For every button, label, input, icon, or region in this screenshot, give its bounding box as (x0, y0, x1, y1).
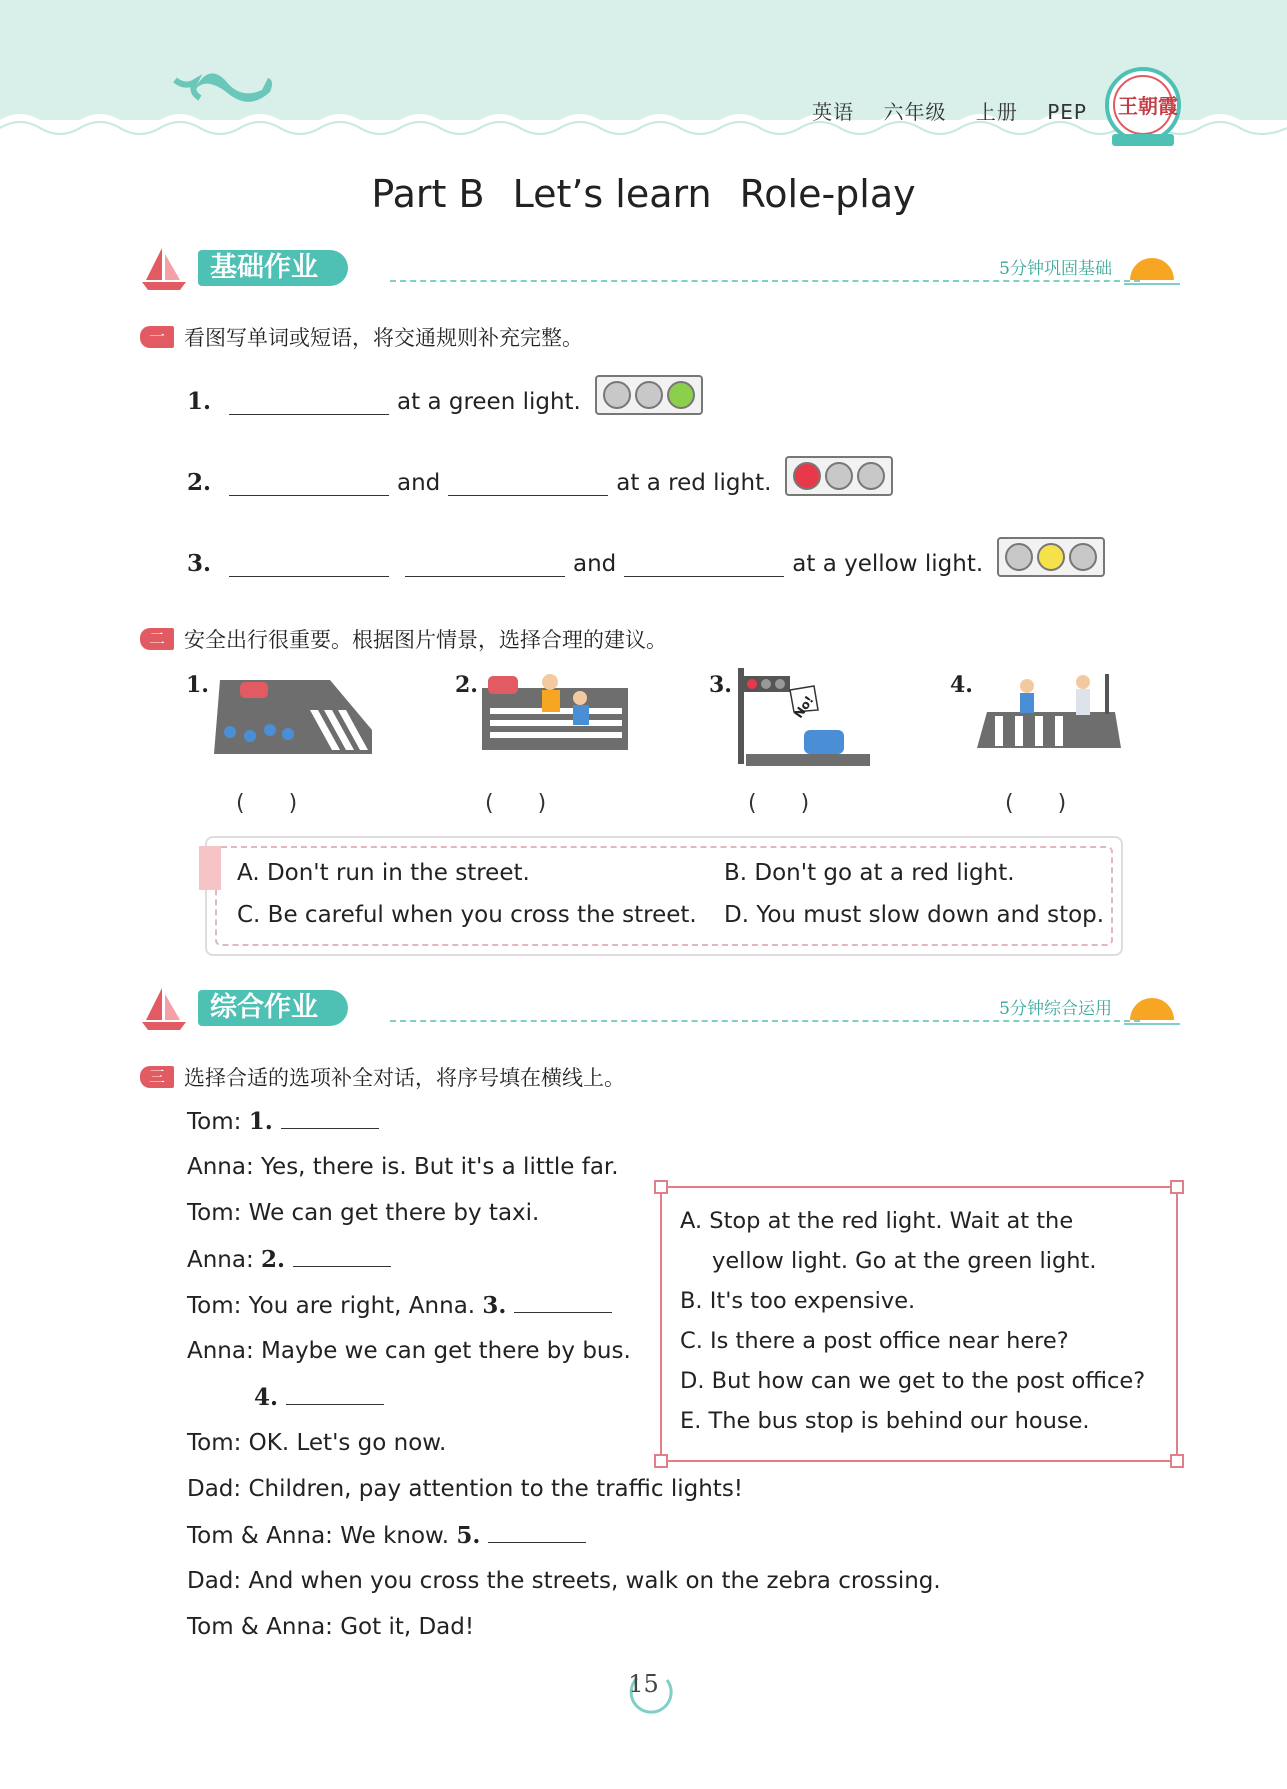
dialog-line: 4. (254, 1384, 392, 1411)
page-number: 15 (628, 1670, 659, 1698)
traffic-light-yellow-icon (997, 537, 1105, 577)
answer-paren-4[interactable]: ( ) (1005, 791, 1067, 816)
q1-item-2: 2. and at a red light. (187, 456, 893, 496)
traffic-light-green-icon (595, 375, 703, 415)
question-2-instruction: 安全出行很重要。根据图片情景，选择合理的建议。 (184, 628, 667, 652)
sailboat-icon (140, 984, 188, 1032)
q3-option-a: A. Stop at the red light. Wait at the (680, 1208, 1074, 1234)
traffic-light-red-icon (785, 456, 893, 496)
brand-name: 王朝霞 (1118, 94, 1178, 118)
q3-option-e: E. The bus stop is behind our house. (680, 1408, 1090, 1434)
answer-paren-2[interactable]: ( ) (485, 791, 547, 816)
q3-option-a-cont: yellow light. Go at the green light. (712, 1248, 1097, 1274)
question-1-instruction: 看图写单词或短语，将交通规则补充完整。 (184, 326, 583, 350)
answer-blank[interactable] (514, 1292, 612, 1313)
section-banner-basic (140, 244, 1180, 294)
answer-blank[interactable] (488, 1522, 586, 1543)
question-1-header: 一 看图写单词或短语，将交通规则补充完整。 (140, 322, 583, 352)
section-label-comprehensive: 综合作业 (198, 990, 348, 1026)
answer-blank[interactable] (286, 1384, 384, 1405)
sunrise-icon (1124, 994, 1180, 1034)
dialog-line: Dad: Children, pay attention to the traffic lights! (187, 1476, 744, 1502)
scene-zebra-crossing-police-image (975, 672, 1125, 752)
question-2-header: 二 安全出行很重要。根据图片情景，选择合理的建议。 (140, 624, 667, 654)
q1-item-1: 1. at a green light. (187, 375, 703, 415)
dialog-line: Tom & Anna: We know. 5. (187, 1522, 594, 1549)
dialog-line: Tom: We can get there by taxi. (187, 1200, 540, 1226)
q3-options-box (660, 1186, 1178, 1462)
section-tag-comprehensive: 5分钟综合运用 (999, 999, 1112, 1019)
q3-option-d: D. But how can we get to the post office? (680, 1368, 1146, 1394)
header-edition: PEP (1047, 100, 1087, 124)
q2-option-b: B. Don't go at a red light. (724, 860, 1015, 886)
page-title: Part B Let’s learn Role-play (371, 172, 916, 216)
answer-blank[interactable] (624, 550, 784, 577)
dialog-line: Anna: Maybe we can get there by bus. (187, 1338, 631, 1364)
dialog-line: Dad: And when you cross the streets, walk on the zebra crossing. (187, 1568, 941, 1594)
answer-blank[interactable] (281, 1108, 379, 1129)
dialog-line: Anna: 2. (187, 1246, 399, 1273)
scene-running-children-image (480, 668, 630, 752)
q2-option-a: A. Don't run in the street. (237, 860, 530, 886)
header-band (0, 0, 1287, 150)
section-tag-basic: 5分钟巩固基础 (999, 259, 1112, 279)
dialog-line: Tom: You are right, Anna. 3. (187, 1292, 620, 1319)
no-sign-text: No! (791, 693, 817, 721)
answer-paren-1[interactable]: ( ) (236, 791, 298, 816)
q2-options-box (205, 836, 1123, 956)
dialog-line: Tom & Anna: Got it, Dad! (187, 1614, 475, 1640)
q2-option-c: C. Be careful when you cross the street. (237, 902, 697, 928)
answer-blank[interactable] (229, 388, 389, 415)
answer-blank[interactable] (448, 469, 608, 496)
answer-blank[interactable] (293, 1246, 391, 1267)
answer-paren-3[interactable]: ( ) (748, 791, 810, 816)
q2-option-d: D. You must slow down and stop. (724, 902, 1105, 928)
dialog-line: Tom: OK. Let's go now. (187, 1430, 447, 1456)
header-grade: 六年级 (883, 100, 947, 124)
q1-item-3: 3. and at a yellow light. (187, 537, 1105, 577)
q3-option-b: B. It's too expensive. (680, 1288, 916, 1314)
scene-cars-crosswalk-image (210, 670, 375, 756)
dialog-line: Anna: Yes, there is. But it's a little far. (187, 1154, 619, 1180)
q3-option-c: C. Is there a post office near here? (680, 1328, 1069, 1354)
question-3-instruction: 选择合适的选项补全对话，将序号填在横线上。 (184, 1066, 625, 1090)
question-3-header: 三 选择合适的选项补全对话，将序号填在横线上。 (140, 1062, 625, 1092)
header-volume: 上册 (975, 100, 1018, 124)
header-subject: 英语 (812, 100, 855, 124)
header-meta (790, 96, 1087, 125)
section-banner-comprehensive (140, 984, 1180, 1034)
answer-blank[interactable] (229, 469, 389, 496)
answer-blank[interactable] (405, 550, 565, 577)
answer-blank[interactable] (229, 550, 389, 577)
sailboat-icon (140, 244, 188, 292)
dialog-line: Tom: 1. (187, 1108, 387, 1135)
sunrise-icon (1124, 254, 1180, 294)
section-label-basic: 基础作业 (198, 250, 348, 286)
